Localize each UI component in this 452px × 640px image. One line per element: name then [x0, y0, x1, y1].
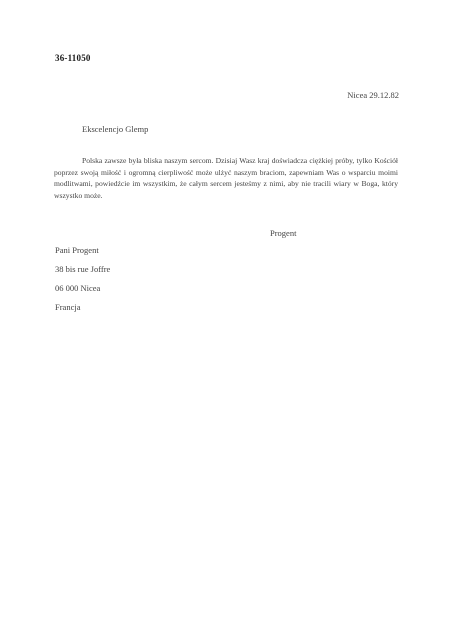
- address-name: Pani Progent: [55, 245, 99, 255]
- signature: Progent: [270, 228, 297, 238]
- address-street: 38 bis rue Joffre: [55, 264, 111, 274]
- letter-body: Polska zawsze była bliska naszym sercom. Dzisiaj Wasz kraj doświadcza ciężkiej próby, tylko Kościół poprzez swoją miłość i ogromną cierpliwość może ulżyć naszym braciom, zapewniam Was o wsparciu moimi modlitwami, powiedźcie im wszystkim, że całym sercem jesteśmy z nimi, aby nie tracili wiary w Boga, który wszystko może.: [54, 156, 398, 200]
- address-country: Francja: [55, 302, 81, 312]
- place-and-date: Nicea 29.12.82: [347, 90, 399, 100]
- salutation: Ekscelencjo Glemp: [82, 124, 149, 134]
- document-number: 36-11050: [55, 53, 91, 63]
- address-city: 06 000 Nicea: [55, 283, 101, 293]
- sender-address: [55, 244, 110, 320]
